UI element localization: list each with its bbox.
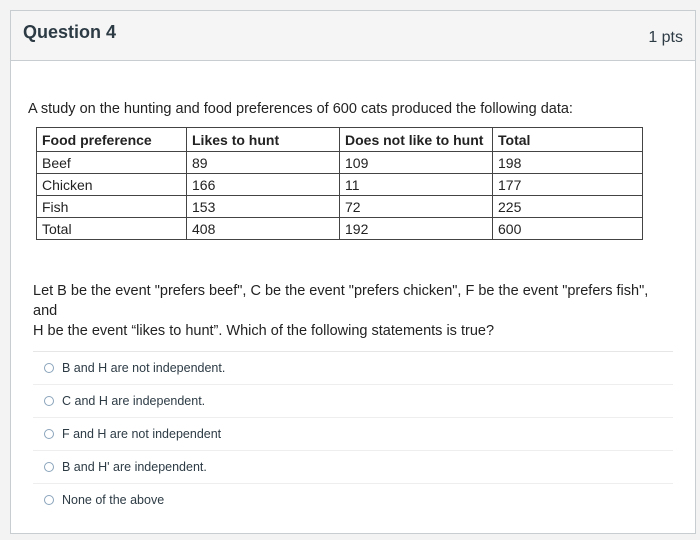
- table-row: [37, 174, 643, 196]
- table-cell: 177: [493, 174, 643, 196]
- prompt-line: Let B be the event "prefers beef", C be the event "prefers chicken", F be the event "prefers fish", and: [33, 283, 649, 319]
- question-title: Question 4: [23, 22, 117, 42]
- table-cell: 408: [187, 218, 340, 240]
- table-header-cell: Food preference: [37, 128, 187, 152]
- table-cell: Chicken: [37, 174, 187, 196]
- table-cell: Beef: [37, 152, 187, 174]
- table-row: [37, 196, 643, 218]
- answer-option[interactable]: [33, 351, 673, 384]
- radio-button-icon[interactable]: [44, 495, 54, 505]
- table-cell: Total: [37, 218, 187, 240]
- question-prompt: [33, 281, 673, 341]
- table-cell: 225: [493, 196, 643, 218]
- radio-button-icon[interactable]: [44, 429, 54, 439]
- answer-label: F and H are not independent: [62, 427, 222, 441]
- answer-option[interactable]: [33, 417, 673, 450]
- table-header-cell: Total: [493, 128, 643, 152]
- answer-label: C and H are independent.: [62, 394, 206, 408]
- table-header-cell: Does not like to hunt: [340, 128, 493, 152]
- table-cell: 600: [493, 218, 643, 240]
- answer-label: None of the above: [62, 493, 165, 507]
- table-header-cell: Likes to hunt: [187, 128, 340, 152]
- table-cell: 72: [340, 196, 493, 218]
- question-card: [10, 10, 696, 534]
- question-header: [11, 11, 695, 61]
- table-row: [37, 218, 643, 240]
- answer-list: [33, 351, 673, 516]
- radio-button-icon[interactable]: [44, 462, 54, 472]
- table-cell: 192: [340, 218, 493, 240]
- answer-label: B and H are not independent.: [62, 361, 226, 375]
- table-row: [37, 152, 643, 174]
- prompt-line: H be the event “likes to hunt”. Which of the following statements is true?: [33, 323, 495, 339]
- answer-option[interactable]: [33, 450, 673, 483]
- answer-option[interactable]: [33, 384, 673, 417]
- table-header-row: [37, 128, 643, 152]
- radio-button-icon[interactable]: [44, 363, 54, 373]
- radio-button-icon[interactable]: [44, 396, 54, 406]
- table-cell: 166: [187, 174, 340, 196]
- table-cell: 109: [340, 152, 493, 174]
- data-table: [36, 127, 643, 240]
- question-points: 1 pts: [648, 29, 683, 46]
- table-cell: 11: [340, 174, 493, 196]
- table-cell: Fish: [37, 196, 187, 218]
- table-cell: 89: [187, 152, 340, 174]
- answer-option[interactable]: [33, 483, 673, 516]
- table-cell: 198: [493, 152, 643, 174]
- question-intro: A study on the hunting and food preferences of 600 cats produced the following data:: [28, 101, 573, 117]
- table-cell: 153: [187, 196, 340, 218]
- answer-label: B and H' are independent.: [62, 460, 207, 474]
